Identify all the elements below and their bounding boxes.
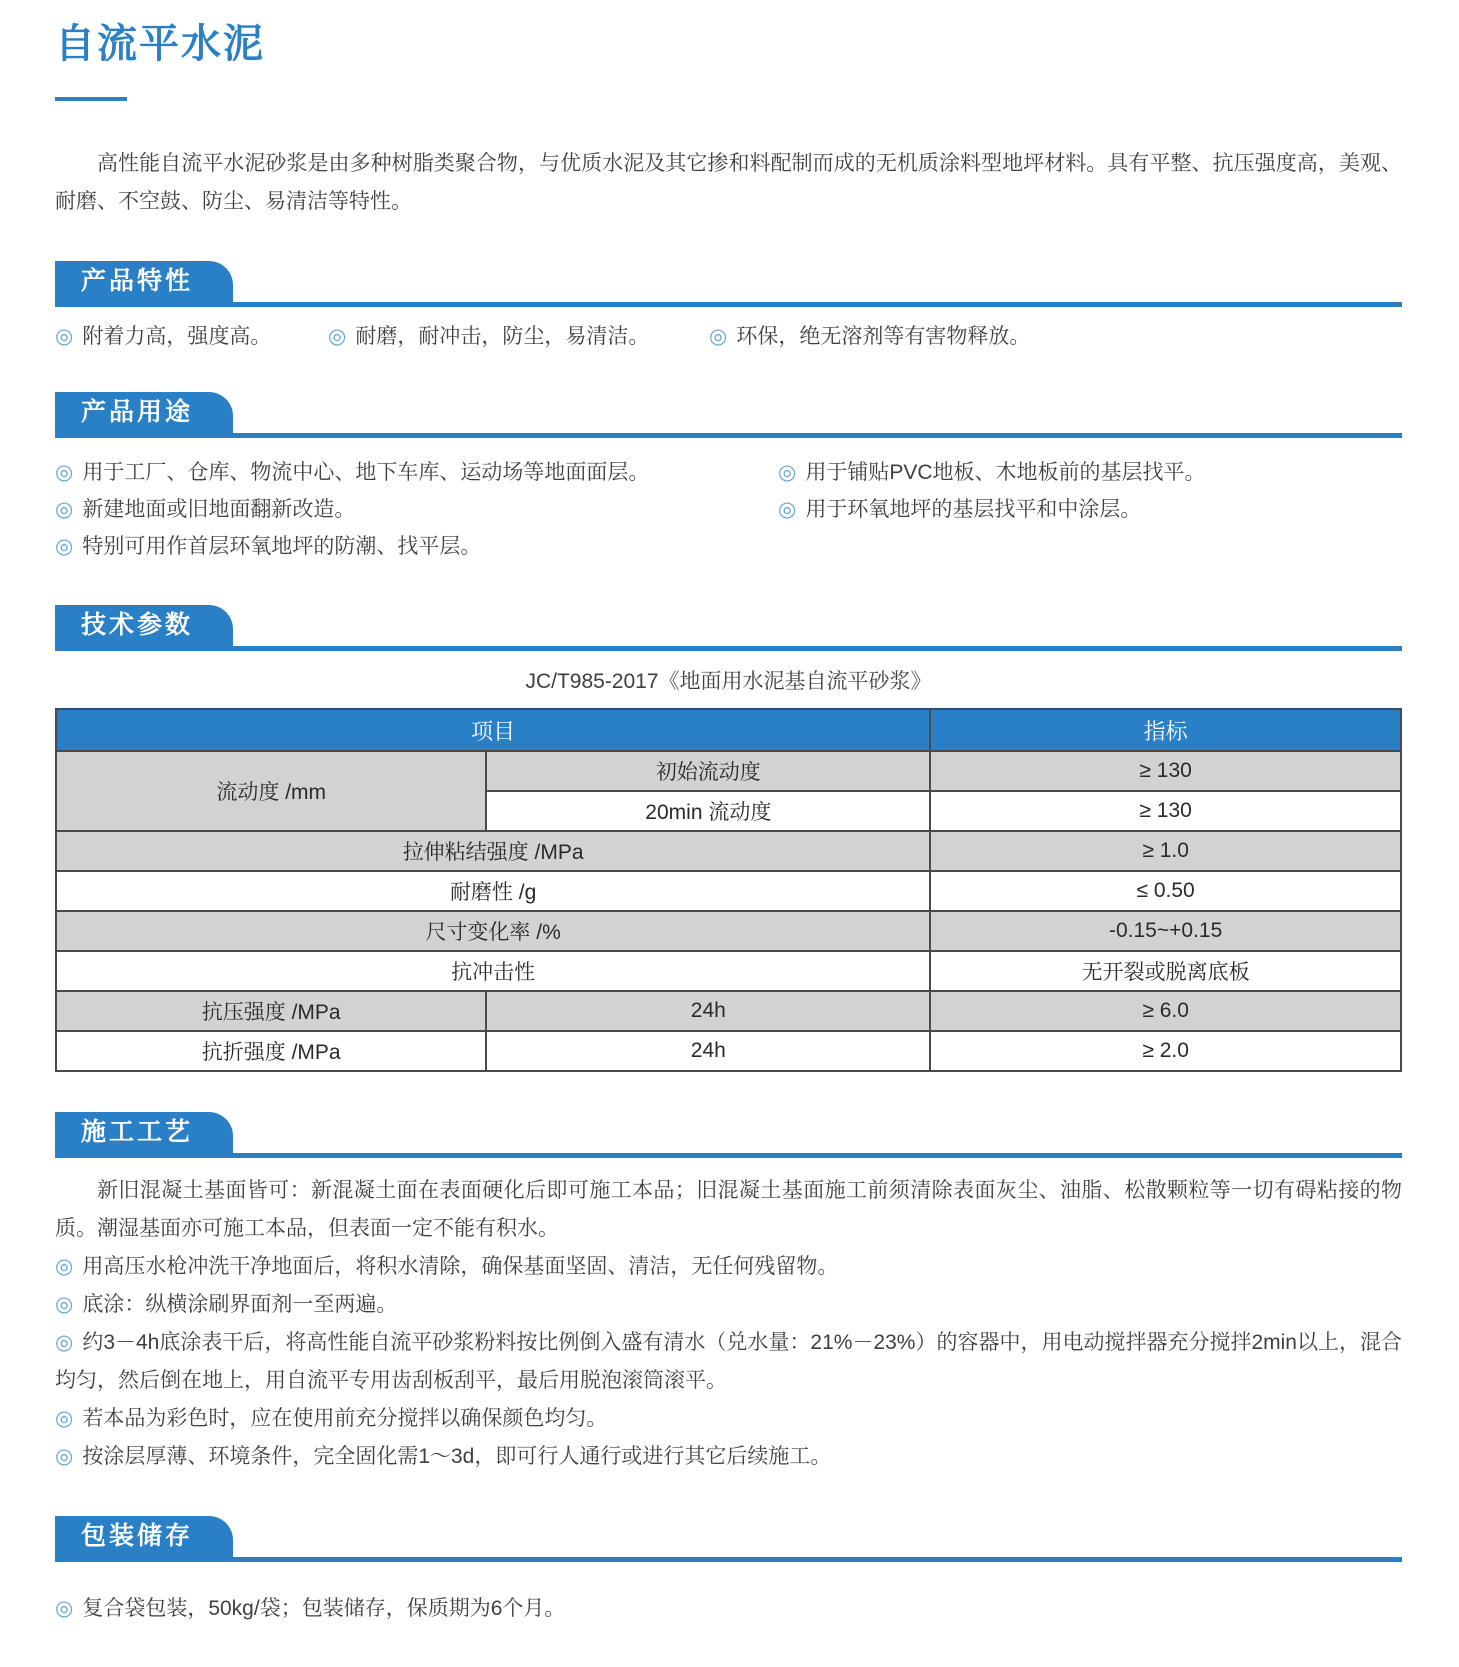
table-row	[56, 951, 1401, 991]
table-header-row	[56, 709, 1401, 751]
use-item-label: 用于铺贴PVC地板、木地板前的基层找平。	[805, 461, 1206, 484]
table-cell: ≥ 1.0	[930, 831, 1401, 871]
uses-right-column	[778, 454, 1206, 565]
double-circle-bullet-icon: ◎	[778, 461, 797, 484]
features-list	[55, 322, 1402, 352]
table-cell: 24h	[486, 1031, 930, 1071]
process-step-label: 用高压水枪冲洗干净地面后，将积水清除，确保基面坚固、清洁，无任何残留物。	[82, 1255, 839, 1278]
uses-header-bar	[55, 392, 1402, 438]
table-cell: -0.15~+0.15	[930, 911, 1401, 951]
process-step-label: 约3－4h底涂表干后，将高性能自流平砂浆粉料按比例倒入盛有清水（兑水量：21%－23%）的容器中，用电动搅拌器充分搅拌2min以上，混合均匀，然后倒在地上，用自流平专用齿刮板刮平，最后用脱泡滚筒滚平。	[55, 1331, 1402, 1392]
table-cell: 初始流动度	[486, 751, 930, 791]
table-cell: 无开裂或脱离底板	[930, 951, 1401, 991]
table-row	[56, 871, 1401, 911]
tech-params-table	[55, 708, 1402, 1072]
table-header-item: 项目	[56, 709, 930, 751]
use-item	[778, 454, 1206, 491]
packaging-header-bar	[55, 1516, 1402, 1562]
packaging-item-label: 复合袋包装，50kg/袋；包装储存，保质期为6个月。	[82, 1597, 566, 1620]
double-circle-bullet-icon: ◎	[55, 498, 74, 521]
double-circle-bullet-icon: ◎	[55, 535, 74, 558]
table-cell: ≥ 2.0	[930, 1031, 1401, 1071]
feature-item	[55, 322, 328, 352]
table-cell: 抗冲击性	[56, 951, 930, 991]
process-step-label: 底涂：纵横涂刷界面剂一至两遍。	[82, 1293, 398, 1316]
process-heading: 施工工艺	[55, 1112, 233, 1153]
process-header-bar	[55, 1112, 1402, 1158]
double-circle-bullet-icon: ◎	[55, 461, 74, 484]
section-uses	[55, 392, 1402, 565]
process-step	[55, 1438, 1402, 1476]
features-header-bar	[55, 261, 1402, 307]
double-circle-bullet-icon: ◎	[55, 1597, 74, 1620]
tech-standard-caption: JC/T985-2017《地面用水泥基自流平砂浆》	[525, 670, 932, 693]
double-circle-bullet-icon: ◎	[55, 325, 74, 348]
use-item-label: 特别可用作首层环氧地坪的防潮、找平层。	[82, 535, 482, 558]
table-cell: ≤ 0.50	[930, 871, 1401, 911]
process-paragraph: 新旧混凝土基面皆可：新混凝土面在表面硬化后即可施工本品；旧混凝土基面施工前须清除表面灰尘、油脂、松散颗粒等一切有碍粘接的物质。潮湿基面亦可施工本品，但表面一定不能有积水。	[55, 1179, 1402, 1240]
uses-heading: 产品用途	[55, 392, 233, 433]
table-cell: 24h	[486, 991, 930, 1031]
table-cell: ≥ 6.0	[930, 991, 1401, 1031]
use-item-label: 用于环氧地坪的基层找平和中涂层。	[805, 498, 1142, 521]
table-row	[56, 911, 1401, 951]
section-tech-params	[55, 605, 1402, 1072]
use-item	[55, 528, 778, 565]
uses-left-column	[55, 454, 778, 565]
feature-item	[328, 322, 709, 352]
intro-paragraph: 高性能自流平水泥砂浆是由多种树脂类聚合物，与优质水泥及其它掺和料配制而成的无机质涂料型地坪材料。具有平整、抗压强度高，美观、耐磨、不空鼓、防尘、易清洁等特性。	[55, 152, 1402, 213]
table-cell: 抗压强度 /MPa	[56, 991, 486, 1031]
table-cell: ≥ 130	[930, 791, 1401, 831]
tech-heading: 技术参数	[55, 605, 233, 646]
double-circle-bullet-icon: ◎	[778, 498, 797, 521]
double-circle-bullet-icon: ◎	[55, 1293, 74, 1316]
table-cell: 拉伸粘结强度 /MPa	[56, 831, 930, 871]
double-circle-bullet-icon: ◎	[55, 1445, 74, 1468]
use-item-label: 新建地面或旧地面翻新改造。	[82, 498, 356, 521]
table-cell: 流动度 /mm	[56, 751, 486, 831]
table-row	[56, 751, 1401, 791]
packaging-item	[55, 1590, 1402, 1627]
double-circle-bullet-icon: ◎	[55, 1331, 74, 1354]
process-step	[55, 1400, 1402, 1438]
page-title: 自流平水泥	[55, 22, 265, 66]
packaging-heading: 包装储存	[55, 1516, 233, 1557]
use-item	[778, 491, 1206, 528]
use-item	[55, 491, 778, 528]
section-packaging	[55, 1516, 1402, 1627]
process-step-label: 若本品为彩色时，应在使用前充分搅拌以确保颜色均匀。	[82, 1407, 608, 1430]
use-item-label: 用于工厂、仓库、物流中心、地下车库、运动场等地面面层。	[82, 461, 650, 484]
table-cell: 抗折强度 /MPa	[56, 1031, 486, 1071]
double-circle-bullet-icon: ◎	[55, 1407, 74, 1430]
process-step	[55, 1248, 1402, 1286]
double-circle-bullet-icon: ◎	[709, 325, 728, 348]
section-features	[55, 261, 1402, 352]
table-row	[56, 991, 1401, 1031]
table-cell: 20min 流动度	[486, 791, 930, 831]
process-step-label: 按涂层厚薄、环境条件，完全固化需1～3d，即可行人通行或进行其它后续施工。	[82, 1445, 832, 1468]
double-circle-bullet-icon: ◎	[328, 325, 347, 348]
table-cell: 尺寸变化率 /%	[56, 911, 930, 951]
tech-header-bar	[55, 605, 1402, 651]
feature-item	[709, 322, 1030, 352]
feature-item-label: 环保，绝无溶剂等有害物释放。	[736, 325, 1031, 348]
section-process	[55, 1112, 1402, 1476]
use-item	[55, 454, 778, 491]
feature-item-label: 附着力高，强度高。	[82, 325, 272, 348]
table-cell: 耐磨性 /g	[56, 871, 930, 911]
process-step	[55, 1324, 1402, 1400]
features-heading: 产品特性	[55, 261, 233, 302]
process-body	[55, 1172, 1402, 1476]
feature-item-label: 耐磨，耐冲击，防尘，易清洁。	[355, 325, 650, 348]
packaging-list	[55, 1590, 1402, 1627]
table-cell: ≥ 130	[930, 751, 1401, 791]
table-row	[56, 1031, 1401, 1071]
double-circle-bullet-icon: ◎	[55, 1255, 74, 1278]
process-step	[55, 1286, 1402, 1324]
process-steps-list	[55, 1248, 1402, 1476]
title-underline	[55, 97, 127, 101]
table-row	[56, 831, 1401, 871]
uses-list	[55, 454, 1402, 565]
table-header-index: 指标	[930, 709, 1401, 751]
